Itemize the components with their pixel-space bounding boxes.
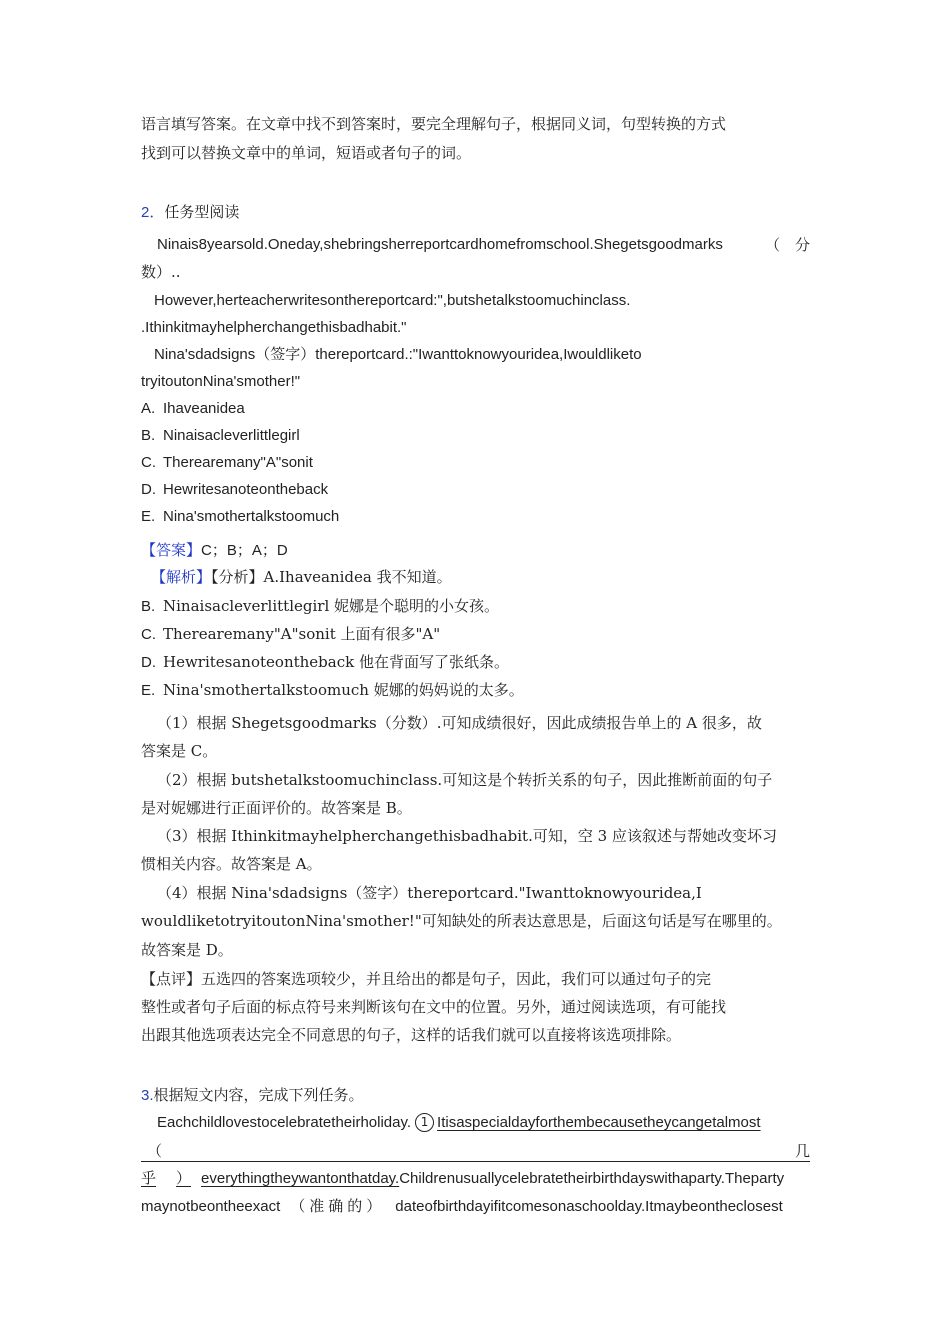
q3-line-3d: Childrenusuallycelebratetheirbirthdayswithaparty.Theparty: [399, 1170, 785, 1187]
q2-passage-p3: .Ithinkitmayhelpherchangethisbadhabit.": [141, 319, 407, 336]
q2-heading: [141, 202, 810, 223]
option-a: [141, 399, 810, 419]
q3-line-3: [141, 1168, 810, 1189]
translation-text: Nina'smothertalkstoomuch 妮娜的妈妈说的太多。: [163, 681, 524, 699]
option-text: Therearemany"A"sonit: [163, 454, 313, 471]
option-text: Nina'smothertalkstoomuch: [163, 508, 340, 525]
analysis-line-1: [141, 567, 820, 587]
answer-label: 【答案】: [141, 541, 202, 559]
explanation-4b: wouldliketotryitoutonNina'smother!"可知缺处的所表达意思是，后面这句话是写在哪里的。: [141, 912, 782, 930]
q2-passage-p1a: Ninais8yearsold.Oneday,shebringsherreportcardhomefromschool.Shegetsgoodmarks: [157, 236, 723, 253]
explanation-2a: （2）根据 butshetalkstoomuchinclass.可知这是个转折关系的句子，因此推断前面的句子: [157, 771, 773, 789]
option-d: [141, 480, 810, 500]
option-letter: A.: [141, 400, 156, 417]
explanation-1a: （1）根据 Shegetsgoodmarks（分数）.可知成绩很好，因此成绩报告单上的 A 很多，故: [157, 714, 762, 732]
translation-b: [141, 596, 810, 617]
translation-letter: B.: [141, 598, 156, 615]
q3-line-1: [141, 1113, 826, 1133]
translation-e: [141, 680, 810, 701]
q2-passage-p1b: （ 分: [764, 236, 810, 254]
q2-passage-p5: tryitoutonNina'smother!": [141, 373, 301, 390]
explanation-4a: （4）根据 Nina'sdadsigns（签字）thereportcard."Iwanttoknowyouridea,I: [157, 884, 702, 902]
q3-line-4c: dateofbirthdayifitcomesonaschoolday.Itmaybeontheclosest: [395, 1198, 783, 1215]
q2-title: 任务型阅读: [164, 203, 240, 221]
q3-heading: [141, 1085, 810, 1106]
option-text: Ninaisacleverlittlegirl: [163, 427, 300, 444]
q3-line-4b: （准确的）: [290, 1197, 386, 1215]
q3-underlined-2: everythingtheywantonthatday.: [201, 1170, 400, 1187]
explanation-1b: 答案是 C。: [141, 742, 218, 760]
q3-line-4a: maynotbeontheexact: [141, 1198, 281, 1215]
analysis-text: 【分析】A.Ihaveanidea 我不知道。: [211, 568, 452, 586]
comment-line-3: 出跟其他选项表达完全不同意思的句子，这样的话我们就可以直接将该选项排除。: [141, 1026, 682, 1044]
analysis-label: 【解析】: [151, 568, 212, 586]
explanation-2b: 是对妮娜进行正面评价的。故答案是 B。: [141, 799, 412, 817]
option-letter: B.: [141, 427, 156, 444]
explanation-4c: 故答案是 D。: [141, 941, 233, 959]
translation-letter: C.: [141, 626, 156, 643]
q3-line-4: [141, 1196, 810, 1217]
translation-d: [141, 652, 810, 673]
q2-number: 2．: [141, 204, 165, 221]
translation-text: Hewritesanoteontheback 他在背面写了张纸条。: [163, 653, 509, 671]
intro-line-1: 语言填写答案。在文章中找不到答案时，要完全理解句子，根据同义词，句型转换的方式: [141, 115, 727, 133]
explanation-3b: 惯相关内容。故答案是 A。: [141, 855, 322, 873]
q3-line-1a: Eachchildlovestocelebratetheirholiday.: [157, 1114, 412, 1131]
comment-line-2: 整性或者句子后面的标点符号来判断该句在文中的位置。另外，通过阅读选项，有可能找: [141, 998, 727, 1016]
answer-line: [141, 540, 810, 561]
q3-title: 根据短文内容，完成下列任务。: [153, 1086, 364, 1104]
explanation-3a: （3）根据 Ithinkitmayhelpherchangethisbadhabit.可知，空 3 应该叙述与帮她改变坏习: [157, 827, 777, 845]
option-letter: C.: [141, 454, 156, 471]
q3-underlined-1: Itisaspecialdayforthembecausetheycangetalmost: [437, 1114, 761, 1131]
intro-line-2: 找到可以替换文章中的单词，短语或者句子的词。: [141, 144, 472, 162]
translation-c: [141, 624, 810, 645]
answer-text: C；B；A；D: [201, 542, 288, 559]
q2-passage-p4: Nina'sdadsigns（签字）thereportcard.:"Iwanttoknowyouridea,Iwouldliketo: [154, 346, 642, 363]
q2-passage-line-1: [141, 235, 810, 255]
translation-letter: D.: [141, 654, 156, 671]
option-text: Hewritesanoteontheback: [163, 481, 329, 498]
q3-number: 3.: [141, 1087, 154, 1104]
option-letter: D.: [141, 481, 156, 498]
option-letter: E.: [141, 508, 156, 525]
option-e: [141, 507, 810, 527]
translation-text: Therearemany"A"sonit 上面有很多"A": [163, 625, 441, 643]
circled-number: 1: [415, 1113, 434, 1132]
q2-passage-p2: However,herteacherwritesonthereportcard:",butshetalkstoomuchinclass.: [154, 292, 631, 309]
q2-passage-p1c: 数）..: [141, 263, 181, 281]
q3-line-2b: 几: [794, 1142, 810, 1160]
translation-text: Ninaisacleverlittlegirl 妮娜是个聪明的小女孩。: [163, 597, 500, 615]
q3-line-2a: （: [147, 1142, 163, 1160]
option-text: Ihaveanidea: [163, 400, 245, 417]
option-c: [141, 453, 810, 473]
option-b: [141, 426, 810, 446]
q3-line-3a: 乎: [141, 1169, 157, 1187]
q3-line-2: [141, 1141, 810, 1162]
comment-line-1: 【点评】五选四的答案选项较少，并且给出的都是句子，因此，我们可以通过句子的完: [141, 970, 712, 988]
q3-line-3b: ）: [176, 1169, 192, 1187]
translation-letter: E.: [141, 682, 156, 699]
